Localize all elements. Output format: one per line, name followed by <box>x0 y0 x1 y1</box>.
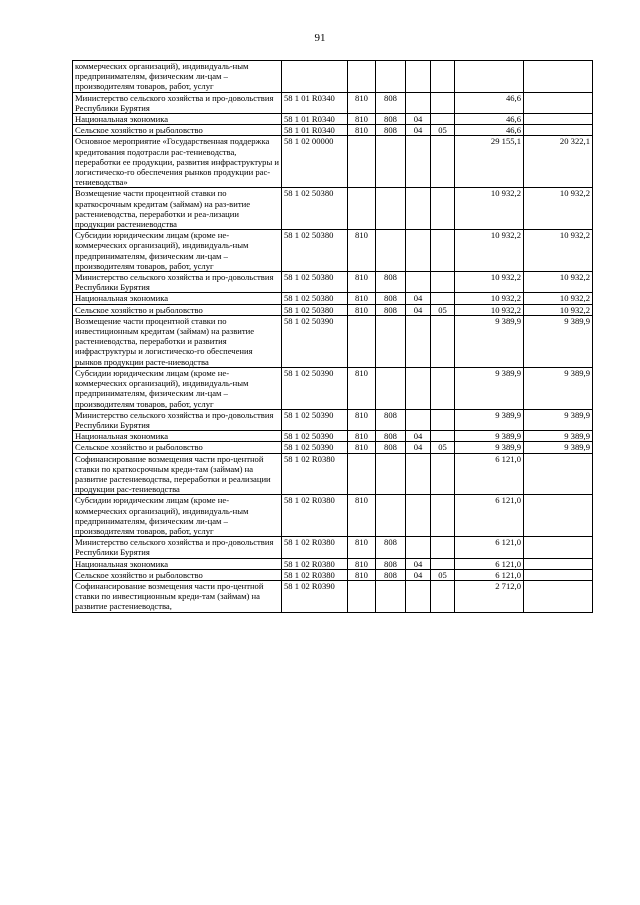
subsection-cell <box>431 537 455 558</box>
table-body <box>73 61 593 613</box>
amount-year2-cell <box>524 125 593 136</box>
amount-year2-cell: 9 389,9 <box>524 409 593 430</box>
amount-year2-cell <box>524 495 593 537</box>
target-article-cell <box>282 61 348 93</box>
amount-year2-cell <box>524 453 593 495</box>
expense-type-cell: 810 <box>348 304 376 315</box>
amount-year1-cell: 10 932,2 <box>455 230 524 272</box>
amount-year2-cell <box>524 569 593 580</box>
row-name-cell: Национальная экономика <box>73 558 282 569</box>
target-article-cell: 58 1 02 R0380 <box>282 558 348 569</box>
expense-type-cell: 810 <box>348 569 376 580</box>
amount-year2-cell: 9 389,9 <box>524 315 593 367</box>
subsection-cell <box>431 188 455 230</box>
subsection-cell <box>431 136 455 188</box>
amount-year1-cell: 46,6 <box>455 125 524 136</box>
target-article-cell: 58 1 02 50390 <box>282 442 348 453</box>
target-article-cell: 58 1 01 R0340 <box>282 125 348 136</box>
row-name-cell: Сельское хозяйство и рыболовство <box>73 442 282 453</box>
target-article-cell: 58 1 02 50390 <box>282 315 348 367</box>
subsection-cell <box>431 315 455 367</box>
table-row <box>73 92 593 113</box>
amount-year2-cell: 20 322,1 <box>524 136 593 188</box>
row-name-cell: Сельское хозяйство и рыболовство <box>73 125 282 136</box>
table-row <box>73 453 593 495</box>
row-name-cell: Министерство сельского хозяйства и про-довольствия Республики Бурятия <box>73 409 282 430</box>
row-name-cell: Софинансирование возмещения части про-центной ставки по инвестиционным креди-там (займам) на развитие растениеводства, <box>73 580 282 612</box>
amount-year2-cell: 10 932,2 <box>524 304 593 315</box>
subsection-cell <box>431 558 455 569</box>
table-row <box>73 431 593 442</box>
section-cell <box>406 315 431 367</box>
row-name-cell: Сельское хозяйство и рыболовство <box>73 569 282 580</box>
subsection-cell <box>431 409 455 430</box>
amount-year1-cell: 10 932,2 <box>455 272 524 293</box>
amount-year1-cell: 10 932,2 <box>455 304 524 315</box>
department-code-cell: 808 <box>376 304 406 315</box>
department-code-cell <box>376 580 406 612</box>
subsection-cell <box>431 61 455 93</box>
expense-type-cell: 810 <box>348 230 376 272</box>
expense-type-cell <box>348 453 376 495</box>
target-article-cell: 58 1 02 R0380 <box>282 569 348 580</box>
amount-year1-cell <box>455 61 524 93</box>
amount-year2-cell <box>524 580 593 612</box>
amount-year2-cell <box>524 537 593 558</box>
row-name-cell: Субсидии юридическим лицам (кроме не-коммерческих организаций), индивидуаль-ным предпринимателям, физическим ли-цам – производителям товаров, работ, услуг <box>73 495 282 537</box>
amount-year2-cell: 10 932,2 <box>524 230 593 272</box>
department-code-cell: 808 <box>376 409 406 430</box>
table-row <box>73 495 593 537</box>
department-code-cell: 808 <box>376 272 406 293</box>
subsection-cell <box>431 272 455 293</box>
expense-type-cell: 810 <box>348 367 376 409</box>
expense-type-cell: 810 <box>348 293 376 304</box>
row-name-cell: Министерство сельского хозяйства и про-довольствия Республики Бурятия <box>73 537 282 558</box>
section-cell: 04 <box>406 558 431 569</box>
target-article-cell: 58 1 02 50390 <box>282 431 348 442</box>
target-article-cell: 58 1 02 50380 <box>282 188 348 230</box>
subsection-cell <box>431 230 455 272</box>
section-cell: 04 <box>406 569 431 580</box>
department-code-cell: 808 <box>376 442 406 453</box>
section-cell <box>406 92 431 113</box>
table-row <box>73 188 593 230</box>
section-cell <box>406 272 431 293</box>
expense-type-cell <box>348 315 376 367</box>
row-name-cell: Сельское хозяйство и рыболовство <box>73 304 282 315</box>
row-name-cell: Возмещение части процентной ставки по краткосрочным кредитам (займам) на раз-витие растениеводства, переработки и реа-лизации продукции растениеводства <box>73 188 282 230</box>
row-name-cell: Основное мероприятие «Государственная поддержка кредитования подотрасли рас-тениеводства, переработки ее продукции, развития инфраструктуры и логистическо-го обеспечения рынков продукции рас-тениеводства» <box>73 136 282 188</box>
table-row <box>73 114 593 125</box>
target-article-cell: 58 1 02 50380 <box>282 304 348 315</box>
budget-table <box>72 60 593 613</box>
expense-type-cell: 810 <box>348 114 376 125</box>
section-cell <box>406 61 431 93</box>
amount-year2-cell <box>524 61 593 93</box>
department-code-cell <box>376 188 406 230</box>
row-name-cell: Субсидии юридическим лицам (кроме не-коммерческих организаций), индивидуаль-ным предпринимателям, физическим ли-цам – производителям товаров, работ, услуг <box>73 367 282 409</box>
row-name-cell: Субсидии юридическим лицам (кроме не-коммерческих организаций), индивидуаль-ным предпринимателям, физическим ли-цам – производителям товаров, работ, услуг <box>73 230 282 272</box>
expense-type-cell <box>348 580 376 612</box>
subsection-cell <box>431 453 455 495</box>
target-article-cell: 58 1 02 50380 <box>282 293 348 304</box>
expense-type-cell: 810 <box>348 272 376 293</box>
expense-type-cell: 810 <box>348 495 376 537</box>
section-cell <box>406 367 431 409</box>
department-code-cell: 808 <box>376 92 406 113</box>
department-code-cell <box>376 61 406 93</box>
section-cell: 04 <box>406 125 431 136</box>
subsection-cell <box>431 114 455 125</box>
page-number: 91 <box>314 32 326 44</box>
expense-type-cell: 810 <box>348 431 376 442</box>
amount-year1-cell: 6 121,0 <box>455 537 524 558</box>
table-row <box>73 409 593 430</box>
department-code-cell: 808 <box>376 114 406 125</box>
target-article-cell: 58 1 01 R0340 <box>282 92 348 113</box>
department-code-cell <box>376 136 406 188</box>
section-cell <box>406 495 431 537</box>
amount-year1-cell: 10 932,2 <box>455 188 524 230</box>
subsection-cell: 05 <box>431 569 455 580</box>
section-cell: 04 <box>406 114 431 125</box>
table-row <box>73 580 593 612</box>
target-article-cell: 58 1 01 R0340 <box>282 114 348 125</box>
expense-type-cell: 810 <box>348 92 376 113</box>
expense-type-cell: 810 <box>348 442 376 453</box>
target-article-cell: 58 1 02 R0380 <box>282 453 348 495</box>
amount-year2-cell <box>524 558 593 569</box>
amount-year1-cell: 6 121,0 <box>455 569 524 580</box>
amount-year2-cell: 10 932,2 <box>524 188 593 230</box>
row-name-cell: Национальная экономика <box>73 293 282 304</box>
section-cell: 04 <box>406 304 431 315</box>
department-code-cell: 808 <box>376 125 406 136</box>
section-cell <box>406 409 431 430</box>
table-row <box>73 230 593 272</box>
subsection-cell: 05 <box>431 125 455 136</box>
table-row <box>73 61 593 93</box>
subsection-cell <box>431 92 455 113</box>
table-row <box>73 293 593 304</box>
row-name-cell: Возмещение части процентной ставки по инвестиционным кредитам (займам) на развитие растениеводства, переработки и развития инфраструктуры и логистическо-го обеспечения рынков продукции расте-ниеводства <box>73 315 282 367</box>
amount-year1-cell: 2 712,0 <box>455 580 524 612</box>
subsection-cell: 05 <box>431 442 455 453</box>
subsection-cell <box>431 431 455 442</box>
amount-year1-cell: 46,6 <box>455 92 524 113</box>
department-code-cell: 808 <box>376 558 406 569</box>
section-cell <box>406 453 431 495</box>
amount-year1-cell: 9 389,9 <box>455 409 524 430</box>
table-row <box>73 315 593 367</box>
target-article-cell: 58 1 02 50380 <box>282 272 348 293</box>
table-row <box>73 558 593 569</box>
row-name-cell: Министерство сельского хозяйства и про-довольствия Республики Бурятия <box>73 272 282 293</box>
section-cell <box>406 136 431 188</box>
target-article-cell: 58 1 02 00000 <box>282 136 348 188</box>
department-code-cell: 808 <box>376 537 406 558</box>
section-cell <box>406 580 431 612</box>
section-cell <box>406 537 431 558</box>
row-name-cell: Софинансирование возмещения части про-центной ставки по краткосрочным креди-там (займам) на развитие растениеводства, переработки и реализации продукции рас-тениеводства <box>73 453 282 495</box>
department-code-cell: 808 <box>376 431 406 442</box>
amount-year1-cell: 9 389,9 <box>455 367 524 409</box>
amount-year2-cell: 10 932,2 <box>524 272 593 293</box>
subsection-cell <box>431 293 455 304</box>
department-code-cell <box>376 453 406 495</box>
amount-year1-cell: 6 121,0 <box>455 453 524 495</box>
subsection-cell: 05 <box>431 304 455 315</box>
amount-year1-cell: 6 121,0 <box>455 495 524 537</box>
amount-year2-cell <box>524 92 593 113</box>
section-cell: 04 <box>406 442 431 453</box>
amount-year2-cell <box>524 114 593 125</box>
target-article-cell: 58 1 02 R0380 <box>282 495 348 537</box>
table-row <box>73 125 593 136</box>
row-name-cell: коммерческих организаций), индивидуаль-ным предпринимателям, физическим ли-цам – производителям товаров, работ, услуг <box>73 61 282 93</box>
amount-year1-cell: 29 155,1 <box>455 136 524 188</box>
department-code-cell <box>376 230 406 272</box>
amount-year2-cell: 10 932,2 <box>524 293 593 304</box>
expense-type-cell: 810 <box>348 125 376 136</box>
target-article-cell: 58 1 02 R0390 <box>282 580 348 612</box>
expense-type-cell: 810 <box>348 409 376 430</box>
amount-year1-cell: 9 389,9 <box>455 315 524 367</box>
row-name-cell: Национальная экономика <box>73 431 282 442</box>
table-row <box>73 442 593 453</box>
table-row <box>73 367 593 409</box>
section-cell: 04 <box>406 431 431 442</box>
target-article-cell: 58 1 02 50390 <box>282 367 348 409</box>
row-name-cell: Министерство сельского хозяйства и про-довольствия Республики Бурятия <box>73 92 282 113</box>
expense-type-cell: 810 <box>348 558 376 569</box>
subsection-cell <box>431 495 455 537</box>
table-row <box>73 272 593 293</box>
department-code-cell: 808 <box>376 569 406 580</box>
table-row <box>73 569 593 580</box>
department-code-cell: 808 <box>376 293 406 304</box>
amount-year2-cell: 9 389,9 <box>524 431 593 442</box>
table-row <box>73 136 593 188</box>
amount-year1-cell: 9 389,9 <box>455 442 524 453</box>
section-cell: 04 <box>406 293 431 304</box>
amount-year1-cell: 10 932,2 <box>455 293 524 304</box>
department-code-cell <box>376 495 406 537</box>
table-row <box>73 537 593 558</box>
target-article-cell: 58 1 02 R0380 <box>282 537 348 558</box>
expense-type-cell <box>348 61 376 93</box>
department-code-cell <box>376 367 406 409</box>
expense-type-cell <box>348 136 376 188</box>
expense-type-cell: 810 <box>348 537 376 558</box>
amount-year1-cell: 6 121,0 <box>455 558 524 569</box>
amount-year2-cell: 9 389,9 <box>524 367 593 409</box>
row-name-cell: Национальная экономика <box>73 114 282 125</box>
section-cell <box>406 230 431 272</box>
subsection-cell <box>431 580 455 612</box>
table-row <box>73 304 593 315</box>
subsection-cell <box>431 367 455 409</box>
section-cell <box>406 188 431 230</box>
expense-type-cell <box>348 188 376 230</box>
department-code-cell <box>376 315 406 367</box>
target-article-cell: 58 1 02 50390 <box>282 409 348 430</box>
amount-year1-cell: 9 389,9 <box>455 431 524 442</box>
target-article-cell: 58 1 02 50380 <box>282 230 348 272</box>
amount-year2-cell: 9 389,9 <box>524 442 593 453</box>
amount-year1-cell: 46,6 <box>455 114 524 125</box>
